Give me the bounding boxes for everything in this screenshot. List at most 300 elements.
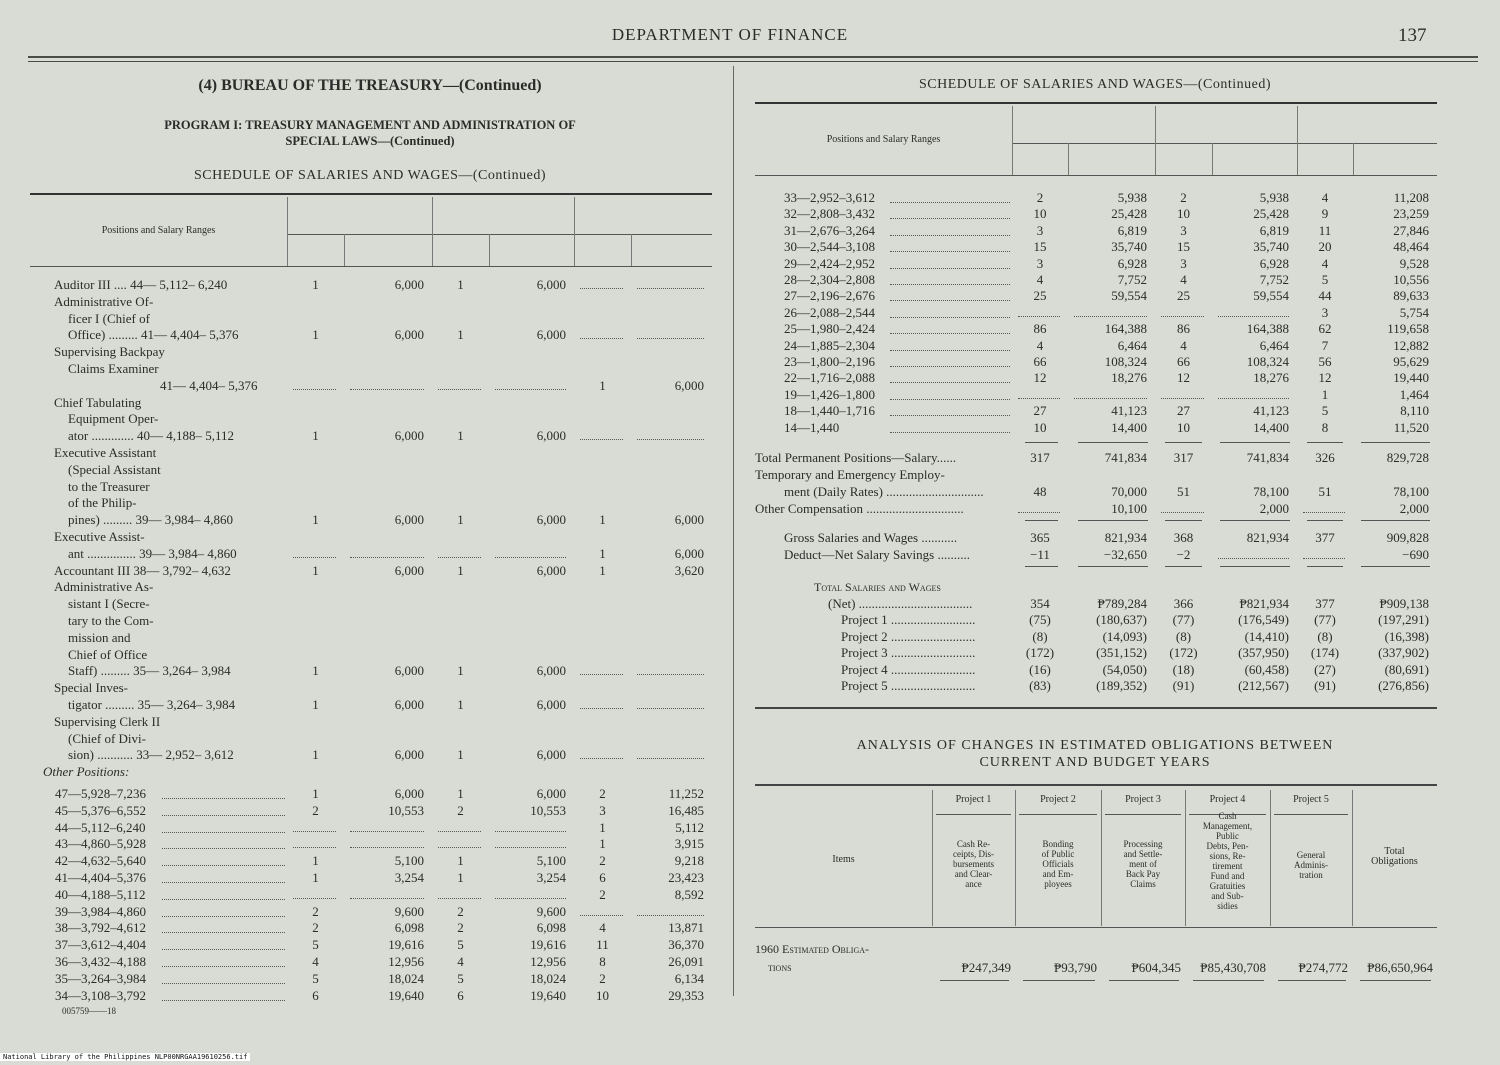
cell-number: 1 xyxy=(599,562,606,578)
cell-empty-dots xyxy=(637,758,704,759)
salary-range: 45—5,376–6,552 xyxy=(55,802,146,818)
cell-amount: 11,252 xyxy=(668,786,704,801)
leader-dots xyxy=(890,251,1010,252)
print-code: 005759——18 xyxy=(62,1006,116,1016)
salary-range: 28—2,304–2,808 xyxy=(784,272,875,287)
cell-amount: 18,276 xyxy=(1111,370,1147,386)
analysis-description-line: Adminis- xyxy=(1293,859,1328,870)
cell-amount: 35,740 xyxy=(1253,239,1289,255)
leader-dots xyxy=(890,432,1010,433)
cell-empty-dots xyxy=(438,847,481,848)
subtotal-rule xyxy=(1078,520,1148,521)
subtotal-rule xyxy=(1220,520,1290,521)
analysis-description-line: and Em- xyxy=(1042,868,1074,879)
cell-amount: 9,218 xyxy=(674,853,704,869)
cell-empty-dots xyxy=(495,898,566,899)
cell-amount: 41,123 xyxy=(1111,403,1147,419)
cell-amount: 164,388 xyxy=(1104,321,1147,337)
analysis-description-line: Claims xyxy=(1130,878,1156,889)
position-title-line: ant ............... 39— 3,984– 4,860 xyxy=(68,545,237,561)
subtotal-rule xyxy=(1307,566,1343,567)
cell-number: 2 xyxy=(312,903,319,919)
cell-amount: 119,658 xyxy=(1387,321,1429,337)
salary-range: 33—2,952–3,612 xyxy=(784,190,875,205)
subtotal-rule xyxy=(1361,442,1430,443)
cell-amount: 5,100 xyxy=(394,853,424,869)
header-col-rule xyxy=(574,197,575,266)
cell-number: 3 xyxy=(1180,222,1187,238)
salary-range: 14—1,440 xyxy=(784,419,840,435)
cell-number: 6 xyxy=(457,987,464,1003)
position-title-line: Accountant III 38— 3,792– 4,632 xyxy=(54,562,231,578)
salary-range: 34—3,108–3,792 xyxy=(55,987,146,1003)
position-title-line: Administrative Of- xyxy=(54,293,154,309)
cell-number: 8 xyxy=(599,954,606,969)
cell-number: 3 xyxy=(1321,304,1329,320)
cell-amount: 2,000 xyxy=(1259,501,1289,516)
position-title-line: Staff) ......... 35— 3,264– 3,984 xyxy=(68,663,231,679)
cell-number: 86 xyxy=(1177,321,1190,337)
position-title-line: ficer I (Chief of xyxy=(68,310,150,326)
cell-number: 1 xyxy=(312,853,319,869)
cell-number: 48 xyxy=(1033,484,1047,499)
analysis-value-rule xyxy=(1023,980,1095,981)
cell-number: 11 xyxy=(596,937,609,953)
cell-number: 12 xyxy=(1177,370,1190,386)
analysis-description-line: ment of xyxy=(1129,858,1157,869)
cell-empty-dots xyxy=(293,389,336,390)
program-title-line2: SPECIAL LAWS—(Continued) xyxy=(285,134,455,148)
cell-number: 2 xyxy=(1036,190,1044,205)
leader-dots xyxy=(890,284,1010,285)
position-title-line: 41— 4,404– 5,376 xyxy=(160,377,258,393)
cell-number: 8 xyxy=(1321,419,1329,435)
analysis-project-label: Project 1 xyxy=(955,794,992,805)
analysis-description-line: and Clear- xyxy=(954,868,993,879)
subtotal-rule xyxy=(1165,566,1202,567)
header-col-rule xyxy=(1012,106,1013,175)
cell-amount: 2,000 xyxy=(1399,501,1429,516)
salary-range: 39—3,984–4,860 xyxy=(55,903,146,919)
header-rule xyxy=(28,56,1478,58)
cell-number: 2 xyxy=(312,802,319,818)
cell-amount: 6,000 xyxy=(394,562,424,578)
cell-amount: (54,050) xyxy=(1102,661,1147,677)
cell-number: 1 xyxy=(457,512,464,528)
cell-amount: 5,938 xyxy=(1259,190,1289,205)
cell-amount: ₱789,284 xyxy=(1097,596,1147,611)
cell-empty-dots xyxy=(637,439,704,440)
subtotal-rule xyxy=(1025,566,1058,567)
cell-amount: 95,629 xyxy=(1393,354,1429,369)
cell-number: 368 xyxy=(1173,530,1194,545)
gross-salaries-label: Gross Salaries and Wages ........... xyxy=(784,530,958,545)
cell-amount: 9,600 xyxy=(536,903,566,919)
analysis-title-line1: ANALYSIS OF CHANGES IN ESTIMATED OBLIGATIONS BETWEEN xyxy=(856,738,1334,753)
cell-amount: 78,100 xyxy=(1393,484,1429,499)
cell-number: 2 xyxy=(457,903,464,919)
cell-number: 4 xyxy=(1036,272,1044,287)
cell-number: (172) xyxy=(1025,645,1055,660)
cell-amount: 909,828 xyxy=(1386,530,1429,545)
analysis-description-line: Processing xyxy=(1123,838,1163,849)
header-col-rule xyxy=(1212,143,1213,175)
cell-amount: 821,934 xyxy=(1104,530,1147,545)
cell-amount: 14,400 xyxy=(1111,419,1147,435)
cell-amount: (14,410) xyxy=(1244,628,1289,644)
leader-dots xyxy=(162,983,285,984)
cell-empty-dots xyxy=(350,898,424,899)
analysis-value-rule xyxy=(1109,980,1179,981)
cell-amount: 18,024 xyxy=(530,970,566,986)
cell-number: 27 xyxy=(1177,403,1190,419)
cell-amount: 36,370 xyxy=(668,937,704,953)
position-title-line: sion) ........... 33— 2,952– 3,612 xyxy=(68,747,234,763)
cell-number: 11 xyxy=(1318,222,1332,238)
analysis-description-line: Public xyxy=(1215,831,1239,841)
cell-number: 1 xyxy=(599,836,606,852)
subtotal-rule xyxy=(1307,520,1343,521)
cell-amount: 7,752 xyxy=(1117,272,1147,287)
position-title-line: Chief Tabulating xyxy=(54,394,142,410)
cell-number: 365 xyxy=(1030,530,1050,545)
cell-number: (8) xyxy=(1175,628,1192,644)
cell-amount: 13,871 xyxy=(668,920,704,936)
subtotal-rule xyxy=(1165,520,1202,521)
cell-number: 5 xyxy=(1321,272,1329,287)
cell-number: 3 xyxy=(1036,255,1044,271)
cell-amount: 11,520 xyxy=(1393,419,1429,435)
total-salaries-label-line2: (Net) ................................... xyxy=(828,596,973,611)
cell-empty-dots xyxy=(350,831,424,832)
header-col-rule xyxy=(344,234,345,266)
analysis-subhead-rule xyxy=(1019,814,1097,815)
cell-empty-dots xyxy=(637,674,704,675)
cell-amount: (212,567) xyxy=(1238,678,1289,693)
salary-range: 19—1,426–1,800 xyxy=(784,386,875,402)
header-col-rule xyxy=(1155,106,1156,175)
cell-empty-dots xyxy=(637,708,704,709)
cell-number: 9 xyxy=(1321,206,1329,222)
cell-number: 15 xyxy=(1033,239,1047,255)
position-title-line: Auditor III .... 44— 5,112– 6,240 xyxy=(54,277,228,292)
cell-amount: 6,928 xyxy=(1117,255,1147,271)
leader-dots xyxy=(890,300,1010,301)
cell-amount: 6,000 xyxy=(394,663,424,679)
position-title-line: sistant I (Secre- xyxy=(68,596,150,612)
analysis-subhead-rule xyxy=(936,814,1011,815)
cell-empty-dots xyxy=(1161,512,1204,513)
total-salaries-label-line1: Total Salaries and Wages xyxy=(814,580,941,594)
cell-amount: 11,208 xyxy=(1393,190,1429,205)
position-title-line: of the Philip- xyxy=(68,495,137,511)
cell-empty-dots xyxy=(637,915,704,916)
cell-amount: 6,000 xyxy=(536,697,566,712)
analysis-total-label: Obligations xyxy=(1371,856,1418,867)
cell-number: 2 xyxy=(599,886,606,902)
cell-amount: 8,592 xyxy=(674,886,704,902)
salary-range: 27—2,196–2,676 xyxy=(784,288,875,304)
analysis-description-line: General xyxy=(1296,849,1326,860)
cell-amount: 41,123 xyxy=(1253,403,1289,419)
cell-number: 1 xyxy=(312,562,319,578)
cell-amount: 3,254 xyxy=(536,870,566,885)
analysis-description-line: ance xyxy=(965,878,982,889)
col-header-positions: Positions and Salary Ranges xyxy=(826,134,941,145)
position-title-line: mission and xyxy=(68,629,131,645)
temporary-label-line2: ment (Daily Rates) .............................. xyxy=(784,484,984,499)
cell-amount: (80,691) xyxy=(1384,661,1429,677)
project-label: Project 1 .......................... xyxy=(841,612,976,627)
cell-number: 3 xyxy=(1180,255,1187,271)
analysis-description-line: and Sub- xyxy=(1211,891,1244,901)
salary-range: 47—5,928–7,236 xyxy=(55,786,146,801)
cell-amount: (16,398) xyxy=(1384,628,1429,644)
analysis-description-line: Fund and xyxy=(1210,871,1245,881)
cell-amount: 29,353 xyxy=(668,987,704,1003)
analysis-description-line: ceipts, Dis- xyxy=(953,848,994,859)
subtotal-rule xyxy=(1361,520,1430,521)
analysis-description-line: Debts, Pen- xyxy=(1206,841,1249,851)
col-header-positions: Positions and Salary Ranges xyxy=(101,225,216,236)
cell-number: 5 xyxy=(457,970,464,986)
analysis-value: ₱86,650,964 xyxy=(1367,960,1433,975)
cell-number: 44 xyxy=(1318,288,1332,304)
analysis-title-line2: CURRENT AND BUDGET YEARS xyxy=(979,755,1211,770)
cell-number: (172) xyxy=(1169,645,1198,660)
cell-number: 20 xyxy=(1318,239,1332,255)
cell-amount: 6,000 xyxy=(536,327,566,343)
analysis-description-line: Gratuities xyxy=(1209,881,1246,891)
cell-amount: 6,000 xyxy=(394,277,424,292)
analysis-value: ₱85,430,708 xyxy=(1200,960,1266,975)
cell-amount: 108,324 xyxy=(1104,354,1147,369)
cell-amount: 12,882 xyxy=(1393,337,1429,353)
header-col-rule xyxy=(1297,106,1298,175)
cell-amount: 5,100 xyxy=(536,853,566,869)
subtotal-rule xyxy=(1220,442,1290,443)
cell-number: 56 xyxy=(1318,354,1332,369)
header-rule-thin xyxy=(28,61,1478,62)
cell-amount: ₱821,934 xyxy=(1239,596,1289,611)
leader-dots xyxy=(890,218,1010,219)
header-col-rule xyxy=(631,234,632,266)
leader-dots xyxy=(162,899,285,900)
other-positions-label: Other Positions: xyxy=(43,764,130,780)
cell-number: 4 xyxy=(457,954,464,969)
salary-range: 35—3,264–3,984 xyxy=(55,970,146,986)
cell-number: 317 xyxy=(1173,450,1194,465)
cell-amount: 5,754 xyxy=(1399,304,1429,320)
program-title-line1: PROGRAM I: TREASURY MANAGEMENT AND ADMINISTRATION OF xyxy=(164,118,576,132)
cell-empty-dots xyxy=(580,288,623,289)
cell-amount: (357,950) xyxy=(1238,645,1289,660)
cell-amount: 59,554 xyxy=(1253,288,1289,304)
position-title-line: ator ............. 40— 4,188– 5,112 xyxy=(68,428,234,444)
analysis-top-rule xyxy=(755,784,1437,786)
cell-empty-dots xyxy=(1018,398,1060,399)
cell-amount: 10,556 xyxy=(1393,272,1429,287)
cell-empty-dots xyxy=(293,557,336,558)
cell-number: 1 xyxy=(312,786,319,801)
cell-amount: 6,000 xyxy=(394,697,424,712)
analysis-description-line: sions, Re- xyxy=(1209,851,1246,861)
cell-amount: 3,254 xyxy=(394,870,424,885)
cell-amount: 108,324 xyxy=(1246,354,1289,369)
cell-empty-dots xyxy=(438,898,481,899)
cell-amount: 6,000 xyxy=(394,747,424,763)
cell-number: 5 xyxy=(1321,403,1329,419)
cell-number: 4 xyxy=(1321,190,1329,205)
cell-amount: 89,633 xyxy=(1393,288,1429,304)
cell-number: 6 xyxy=(312,987,319,1003)
cell-number: 12 xyxy=(1033,370,1047,386)
cell-empty-dots xyxy=(293,831,336,832)
position-title-line: Executive Assist- xyxy=(54,529,145,544)
cell-number: 354 xyxy=(1030,596,1050,611)
position-title-line: to the Treasurer xyxy=(68,478,150,494)
analysis-value-rule xyxy=(940,980,1009,981)
cell-amount: 19,616 xyxy=(388,937,424,953)
cell-empty-dots xyxy=(580,439,623,440)
cell-amount: 6,134 xyxy=(674,970,704,986)
cell-amount: 741,834 xyxy=(1104,450,1147,465)
cell-amount: 10,553 xyxy=(388,802,424,818)
cell-amount: 12,956 xyxy=(530,954,566,969)
leader-dots xyxy=(890,382,1010,383)
cell-amount: 18,276 xyxy=(1253,370,1289,386)
cell-number: 1 xyxy=(457,697,464,712)
cell-amount: (14,093) xyxy=(1102,628,1147,644)
leader-dots xyxy=(162,832,285,833)
salary-range: 31—2,676–3,264 xyxy=(784,222,875,238)
column-divider xyxy=(733,66,734,996)
cell-number: 1 xyxy=(312,663,319,679)
cell-empty-dots xyxy=(495,847,566,848)
cell-empty-dots xyxy=(580,674,623,675)
cell-amount: 6,000 xyxy=(674,545,704,561)
salary-range: 24—1,885–2,304 xyxy=(784,337,875,353)
leader-dots xyxy=(162,916,285,917)
table-bottom-rule xyxy=(755,707,1437,709)
cell-amount: 6,819 xyxy=(1117,222,1147,238)
cell-amount: −32,650 xyxy=(1103,547,1147,562)
header-bottom-rule xyxy=(755,175,1437,176)
header-bottom-rule xyxy=(30,266,712,267)
analysis-row-label-line2: tions xyxy=(768,962,792,974)
cell-amount: 3,620 xyxy=(674,562,704,578)
cell-amount: 6,000 xyxy=(536,277,566,292)
cell-number: 1 xyxy=(599,377,606,393)
cell-number: −2 xyxy=(1176,547,1191,562)
analysis-description-line: Management, xyxy=(1202,821,1253,831)
subtotal-rule xyxy=(1025,520,1058,521)
cell-empty-dots xyxy=(1018,316,1060,317)
cell-amount: 19,616 xyxy=(530,937,566,953)
analysis-items-label: Items xyxy=(832,854,855,865)
cell-number: (91) xyxy=(1314,678,1336,693)
leader-dots xyxy=(890,268,1010,269)
cell-number: 5 xyxy=(312,970,319,986)
position-title-line: (Chief of Divi- xyxy=(68,730,146,746)
cell-number: 2 xyxy=(312,920,319,936)
cell-amount: 19,440 xyxy=(1393,370,1429,386)
cell-number: −11 xyxy=(1030,547,1050,562)
header-col-rule xyxy=(1068,143,1069,175)
analysis-project-label: Project 5 xyxy=(1293,794,1329,805)
cell-empty-dots xyxy=(637,288,704,289)
position-title-line: Supervising Clerk II xyxy=(54,713,161,729)
cell-number: 25 xyxy=(1177,288,1190,304)
cell-empty-dots xyxy=(350,847,424,848)
cell-number: 10 xyxy=(1177,419,1190,435)
position-title-line: pines) ......... 39— 3,984– 4,860 xyxy=(68,512,234,528)
analysis-value-rule xyxy=(1278,980,1346,981)
cell-amount: 10,553 xyxy=(530,802,566,818)
cell-number: 377 xyxy=(1315,530,1335,545)
analysis-subhead-rule xyxy=(1274,814,1348,815)
analysis-description-line: Cash xyxy=(1218,811,1237,821)
cell-amount: 829,728 xyxy=(1386,450,1429,465)
cell-empty-dots xyxy=(580,708,623,709)
subtotal-rule xyxy=(1307,442,1343,443)
analysis-description-line: ployees xyxy=(1044,878,1072,889)
cell-empty-dots xyxy=(1074,316,1147,317)
analysis-value: ₱93,790 xyxy=(1054,960,1097,975)
cell-number: 10 xyxy=(1033,419,1047,435)
cell-empty-dots xyxy=(350,557,424,558)
leader-dots xyxy=(162,865,285,866)
cell-number: (77) xyxy=(1314,612,1336,627)
cell-empty-dots xyxy=(1303,512,1345,513)
cell-number: 377 xyxy=(1315,596,1335,611)
leader-dots xyxy=(890,235,1010,236)
cell-number: (91) xyxy=(1172,678,1195,693)
leader-dots xyxy=(890,415,1010,416)
cell-number: 62 xyxy=(1318,321,1332,337)
scan-footer: National Library of the Philippines NLP00NRGAA19610256.tif xyxy=(0,1053,250,1061)
cell-number: 4 xyxy=(1321,255,1329,271)
salary-range: 23—1,800–2,196 xyxy=(784,354,875,369)
cell-number: 1 xyxy=(457,562,464,578)
cell-amount: 6,000 xyxy=(536,786,566,801)
cell-number: 1 xyxy=(1321,386,1329,402)
cell-empty-dots xyxy=(495,557,566,558)
cell-amount: 23,423 xyxy=(668,870,704,885)
analysis-row-label-line1: 1960 Estimated Obliga- xyxy=(755,942,869,956)
cell-number: 51 xyxy=(1318,484,1332,499)
cell-amount: 8,110 xyxy=(1400,403,1429,419)
cell-amount: (180,637) xyxy=(1096,612,1147,627)
cell-empty-dots xyxy=(580,338,623,339)
cell-number: 1 xyxy=(312,327,319,343)
cell-empty-dots xyxy=(580,915,623,916)
position-title-line: Executive Assistant xyxy=(54,445,157,460)
analysis-value: ₱604,345 xyxy=(1131,960,1181,975)
position-title-line: Claims Examiner xyxy=(68,361,159,376)
leader-dots xyxy=(890,350,1010,351)
leader-dots xyxy=(890,399,1010,400)
project-label: Project 3 .......................... xyxy=(841,645,976,660)
salary-range: 32—2,808–3,432 xyxy=(784,206,875,222)
cell-number: 10 xyxy=(1033,206,1047,222)
leader-dots xyxy=(890,366,1010,367)
cell-number: 2 xyxy=(599,786,606,801)
cell-number: (16) xyxy=(1029,661,1051,677)
cell-amount: ₱909,138 xyxy=(1379,596,1429,611)
cell-amount: 25,428 xyxy=(1111,206,1147,222)
cell-empty-dots xyxy=(1161,316,1204,317)
